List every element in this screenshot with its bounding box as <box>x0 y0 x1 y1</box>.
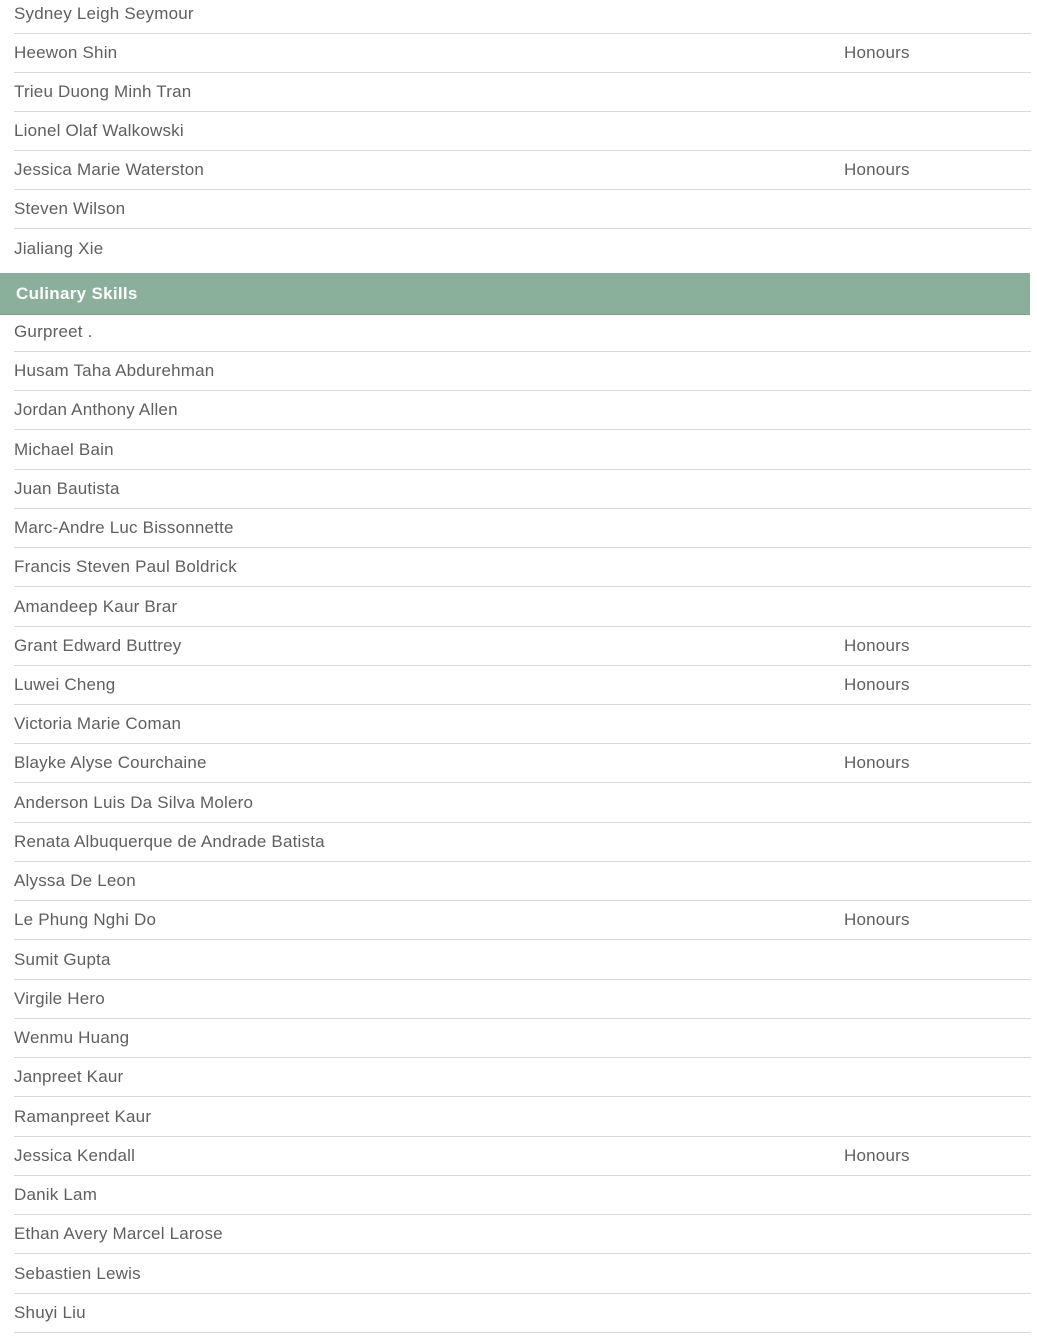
student-name: Husam Taha Abdurehman <box>14 361 215 380</box>
table-row <box>14 1058 1031 1097</box>
table-row <box>14 705 1031 744</box>
honours-label: Honours <box>844 1146 910 1165</box>
section-header-culinary-skills <box>0 273 1030 315</box>
student-name: Jessica Marie Waterston <box>14 160 205 179</box>
section-title: Culinary Skills <box>16 283 138 303</box>
student-name: Amandeep Kaur Brar <box>14 597 178 616</box>
table-row <box>14 901 1031 940</box>
table-row <box>14 0 1031 34</box>
student-name: Luwei Cheng <box>14 675 116 694</box>
student-name: Sebastien Lewis <box>14 1264 141 1283</box>
table-row <box>14 313 1031 352</box>
student-name: Ethan Avery Marcel Larose <box>14 1224 223 1243</box>
table-row <box>14 548 1031 587</box>
student-name: Steven Wilson <box>14 199 126 218</box>
student-name: Ramanpreet Kaur <box>14 1107 152 1126</box>
honours-label: Honours <box>844 753 910 772</box>
student-name: Wenmu Huang <box>14 1028 130 1047</box>
student-name: Gurpreet . <box>14 322 93 341</box>
student-name: Michael Bain <box>14 440 114 459</box>
table-row <box>14 34 1031 73</box>
honours-label: Honours <box>844 675 910 694</box>
student-name: Anderson Luis Da Silva Molero <box>14 793 254 812</box>
table-row <box>14 1176 1031 1215</box>
table-row <box>14 862 1031 901</box>
student-name: Grant Edward Buttrey <box>14 636 182 655</box>
table-row <box>14 1098 1031 1137</box>
table-row <box>14 470 1031 509</box>
table-row <box>14 784 1031 823</box>
table-row <box>14 190 1031 229</box>
honours-label: Honours <box>844 160 910 179</box>
student-name: Janpreet Kaur <box>14 1067 124 1086</box>
table-row <box>14 1215 1031 1254</box>
table-row <box>14 391 1031 430</box>
student-name: Marc-Andre Luc Bissonnette <box>14 518 234 537</box>
student-name: Jialiang Xie <box>14 238 104 258</box>
student-name: Alyssa De Leon <box>14 871 136 890</box>
table-row <box>14 941 1031 980</box>
table-row <box>14 823 1031 862</box>
student-name: Sydney Leigh Seymour <box>14 4 194 23</box>
student-name: Sumit Gupta <box>14 950 111 969</box>
student-name: Le Phung Nghi Do <box>14 910 157 929</box>
student-name: Virgile Hero <box>14 989 105 1008</box>
table-row <box>14 352 1031 391</box>
student-name: Francis Steven Paul Boldrick <box>14 557 237 576</box>
table-row <box>14 229 1031 268</box>
table-row <box>14 112 1031 151</box>
table-row <box>14 588 1031 627</box>
table-row <box>14 666 1031 705</box>
student-name: Trieu Duong Minh Tran <box>14 82 192 101</box>
student-name: Jessica Kendall <box>14 1146 136 1165</box>
table-row <box>14 1137 1031 1176</box>
table-row <box>14 431 1031 470</box>
table-row <box>14 744 1031 783</box>
table-row <box>14 73 1031 112</box>
student-name: Lionel Olaf Walkowski <box>14 121 184 140</box>
student-name: Blayke Alyse Courchaine <box>14 753 207 772</box>
student-name: Danik Lam <box>14 1185 98 1204</box>
table-row <box>14 1294 1031 1333</box>
student-name: Shuyi Liu <box>14 1303 86 1322</box>
honours-label: Honours <box>844 636 910 655</box>
honours-label: Honours <box>844 910 910 929</box>
table-row <box>14 1019 1031 1058</box>
student-name: Heewon Shin <box>14 43 118 62</box>
table-row <box>14 1255 1031 1294</box>
student-name: Victoria Marie Coman <box>14 714 182 733</box>
student-name: Juan Bautista <box>14 479 120 498</box>
student-name: Renata Albuquerque de Andrade Batista <box>14 832 325 851</box>
table-row <box>14 509 1031 548</box>
student-name: Jordan Anthony Allen <box>14 400 178 419</box>
honours-label: Honours <box>844 43 910 62</box>
table-row <box>14 627 1031 666</box>
table-row <box>14 980 1031 1019</box>
table-row <box>14 151 1031 190</box>
